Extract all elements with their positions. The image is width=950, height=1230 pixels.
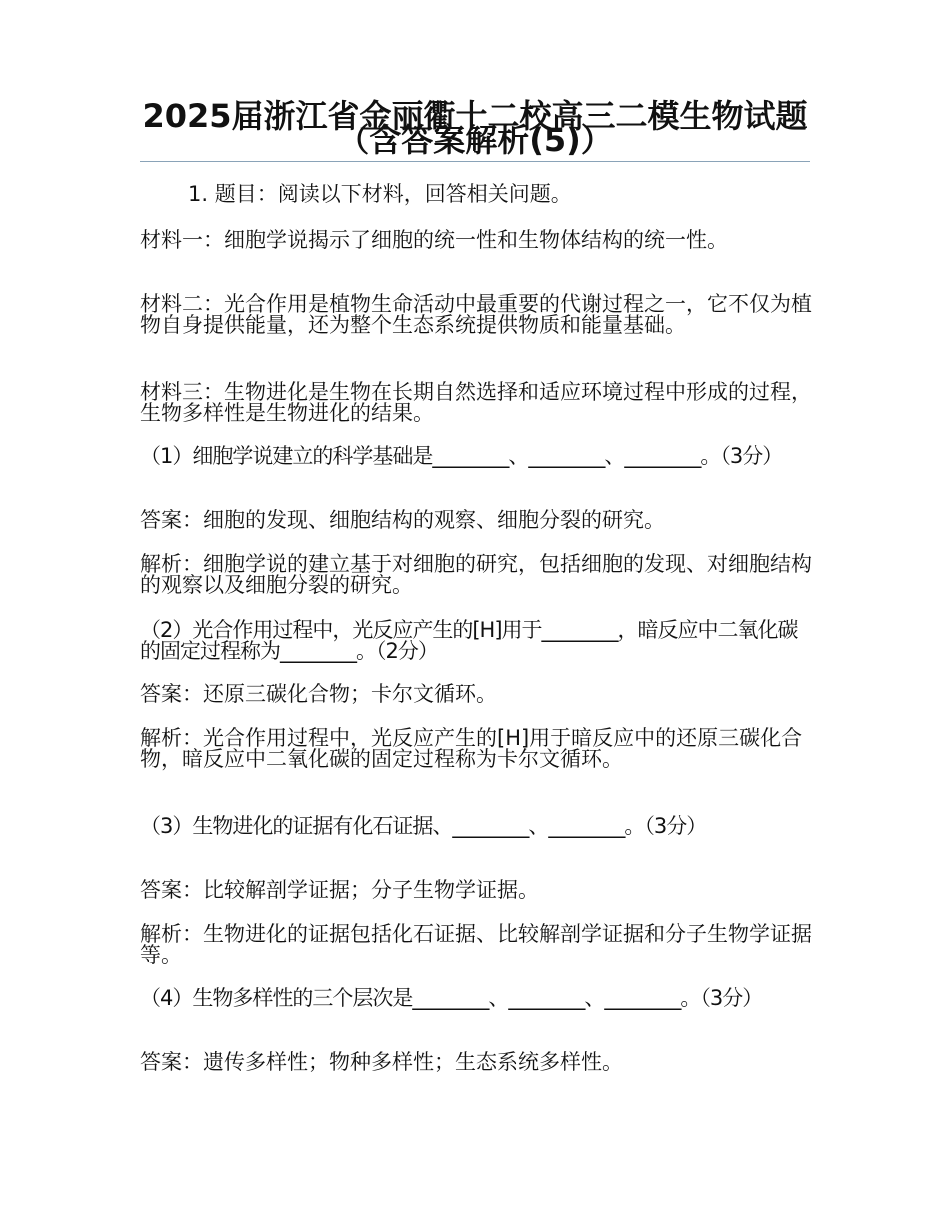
analysis-1: 解析：细胞学说的建立基于对细胞的研究，包括细胞的发现、对细胞结构的观察以及细胞分裂的研究。 [140,552,812,597]
answer-1: 答案：细胞的发现、细胞结构的观察、细胞分裂的研究。 [140,508,665,532]
material-1: 材料一：细胞学说揭示了细胞的统一性和生物体结构的统一性。 [140,228,728,252]
answer-4: 答案：遗传多样性；物种多样性；生态系统多样性。 [140,1050,623,1074]
question-3: （3）生物进化的证据有化石证据、________、________。（3分） [140,814,707,838]
answer-2: 答案：还原三碳化合物；卡尔文循环。 [140,682,497,706]
question-2: （2）光合作用过程中，光反应产生的[H]用于________，暗反应中二氧化碳的固定过程称为________。（2分） [140,618,798,663]
question-1: （1）细胞学说建立的科学基础是________、________、________。（3分） [140,444,783,468]
material-3: 材料三：生物进化是生物在长期自然选择和适应环境过程中形成的过程，生物多样性是生物进化的结果。 [140,380,812,425]
question-4: （4）生物多样性的三个层次是________、________、________。（3分） [140,986,763,1010]
analysis-3: 解析：生物进化的证据包括化石证据、比较解剖学证据和分子生物学证据等。 [140,922,812,967]
answer-3: 答案：比较解剖学证据；分子生物学证据。 [140,878,539,902]
question-intro: 1. 题目：阅读以下材料，回答相关问题。 [188,182,572,206]
material-2: 材料二：光合作用是植物生命活动中最重要的代谢过程之一，它不仅为植物自身提供能量，还为整个生态系统提供物质和能量基础。 [140,292,812,337]
analysis-2: 解析：光合作用过程中，光反应产生的[H]用于暗反应中的还原三碳化合物，暗反应中二氧化碳的固定过程称为卡尔文循环。 [140,726,803,771]
document-title: 2025届浙江省金丽衢十二校高三二模生物试题（含答案解析(5)） [142,97,808,159]
title-divider [140,161,810,162]
